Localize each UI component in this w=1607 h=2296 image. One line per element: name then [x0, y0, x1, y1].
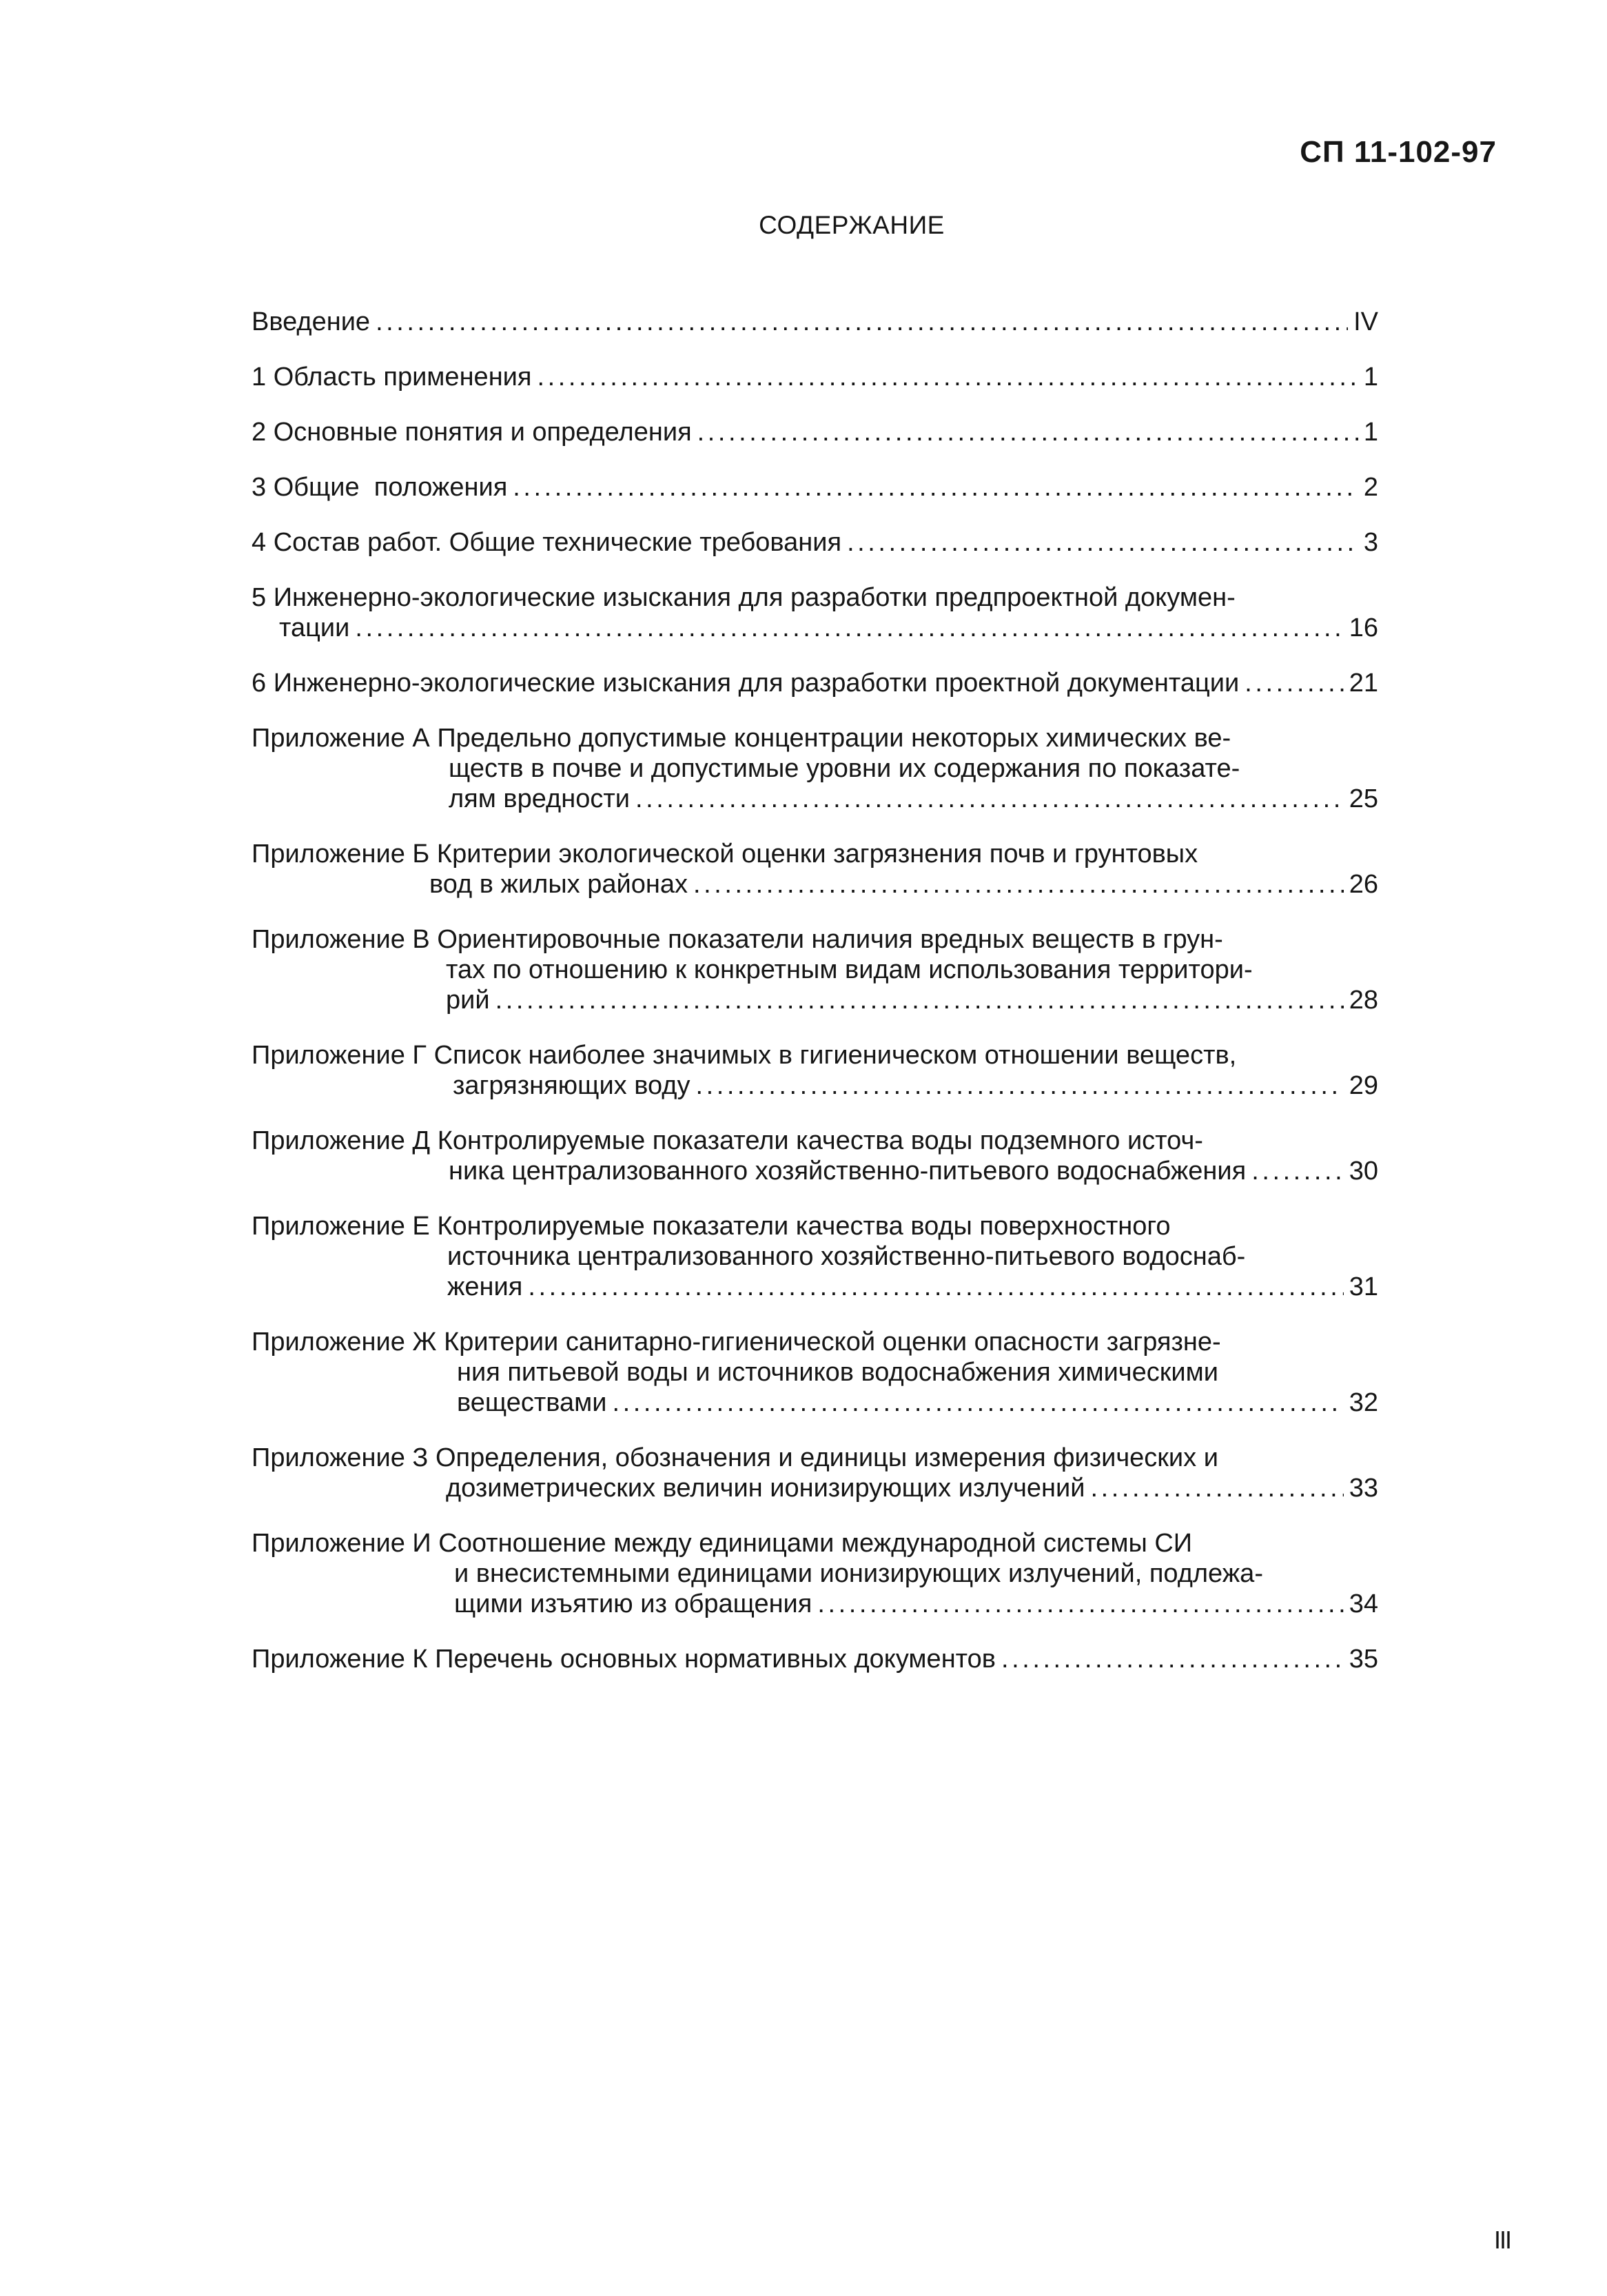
toc-entry-text: ществ в почве и допустимые уровни их содержания по показате- — [449, 754, 1240, 783]
toc-page-number: 1 — [1363, 418, 1378, 447]
toc-entry-text: ника централизованного хозяйственно-питьевого водоснабжения — [449, 1157, 1247, 1186]
toc-entry-text: лям вредности — [449, 784, 630, 813]
toc-entry-text: Приложение К Перечень основных нормативных документов — [252, 1645, 996, 1674]
dot-leader — [1251, 1156, 1344, 1186]
toc-page-number: 21 — [1349, 669, 1378, 698]
toc-entry-text: рий — [446, 986, 490, 1015]
toc-page-number: 1 — [1363, 363, 1378, 392]
toc-page-number: 34 — [1349, 1589, 1378, 1618]
dot-leader — [697, 417, 1358, 447]
toc-entry-text: 3 Общие положения — [252, 473, 508, 502]
toc-entry-text: Введение — [252, 307, 371, 336]
toc-entry-text: щими изъятию из обращения — [454, 1589, 812, 1618]
dot-leader — [1090, 1473, 1343, 1503]
toc-entry-section-4[interactable] — [252, 527, 1378, 558]
toc-entry-section-6[interactable] — [252, 668, 1378, 698]
toc-entry-text: и внесистемными единицами ионизирующих излучений, подлежа- — [454, 1559, 1263, 1588]
toc-entry-appendix-i[interactable] — [252, 1528, 1378, 1619]
dot-leader — [495, 985, 1344, 1015]
dot-leader — [635, 784, 1344, 814]
dot-leader — [528, 1272, 1343, 1302]
toc-page-number: 28 — [1349, 986, 1378, 1015]
dot-leader — [1245, 668, 1343, 698]
document-code: СП 11-102-97 — [1300, 135, 1497, 169]
dot-leader — [693, 869, 1344, 900]
toc-entry-text: Приложение Е Контролируемые показатели качества воды поверхностного — [252, 1212, 1171, 1241]
table-of-contents — [252, 307, 1378, 1699]
toc-entry-text: Приложение З Определения, обозначения и единицы измерения физических и — [252, 1443, 1218, 1472]
toc-page-number: 25 — [1349, 784, 1378, 813]
toc-entry-section-5[interactable] — [252, 582, 1378, 643]
toc-page-number: 26 — [1349, 870, 1378, 899]
toc-entry-introduction[interactable] — [252, 307, 1378, 337]
toc-entry-text: Приложение Б Критерии экологической оценки загрязнения почв и грунтовых — [252, 840, 1198, 868]
dot-leader — [1001, 1644, 1344, 1674]
dot-leader — [695, 1070, 1343, 1101]
toc-page-number: 35 — [1349, 1645, 1378, 1674]
toc-entry-text: Приложение А Предельно допустимые концентрации некоторых химических ве- — [252, 724, 1231, 753]
toc-entry-text: Приложение И Соотношение между единицами международной системы СИ — [252, 1529, 1193, 1558]
toc-entry-text: тах по отношению к конкретным видам использования территори- — [446, 955, 1253, 984]
toc-entry-text: Приложение Д Контролируемые показатели качества воды подземного источ- — [252, 1126, 1203, 1155]
toc-entry-text: Приложение В Ориентировочные показатели наличия вредных веществ в грун- — [252, 925, 1223, 954]
dot-leader — [376, 307, 1348, 337]
toc-entry-text: 6 Инженерно-экологические изыскания для разработки проектной документации — [252, 669, 1240, 698]
toc-entry-appendix-k[interactable] — [252, 1644, 1378, 1674]
toc-entry-text: 1 Область применения — [252, 363, 532, 392]
toc-entry-appendix-v[interactable] — [252, 924, 1378, 1015]
toc-entry-section-1[interactable] — [252, 362, 1378, 392]
toc-entry-appendix-e[interactable] — [252, 1211, 1378, 1302]
toc-title: СОДЕРЖАНИЕ — [759, 211, 945, 239]
toc-entry-section-3[interactable] — [252, 472, 1378, 502]
toc-entry-text: жения — [447, 1272, 523, 1301]
toc-page-number: 33 — [1349, 1474, 1378, 1503]
dot-leader — [355, 613, 1343, 643]
toc-entry-text: 2 Основные понятия и определения — [252, 418, 692, 447]
toc-entry-text: тации — [279, 613, 350, 642]
toc-page-number: 31 — [1349, 1272, 1378, 1301]
toc-page-number: 2 — [1363, 473, 1378, 502]
toc-page-number: 32 — [1349, 1388, 1378, 1417]
toc-entry-text: веществами — [457, 1388, 607, 1417]
toc-page-number: 29 — [1349, 1071, 1378, 1100]
toc-page-number: 30 — [1349, 1157, 1378, 1186]
dot-leader — [847, 527, 1358, 558]
page-number: III — [1493, 2226, 1511, 2254]
toc-page-number: IV — [1353, 307, 1378, 336]
toc-entry-text: 5 Инженерно-экологические изыскания для разработки предпроектной докумен- — [252, 583, 1236, 612]
toc-entry-appendix-a[interactable] — [252, 723, 1378, 814]
dot-leader — [513, 472, 1358, 502]
toc-entry-appendix-z[interactable] — [252, 1443, 1378, 1503]
toc-entry-text: вод в жилых районах — [429, 870, 688, 899]
toc-page-number: 16 — [1349, 613, 1378, 642]
toc-entry-text: 4 Состав работ. Общие технические требования — [252, 528, 842, 557]
toc-entry-text: Приложение Ж Критерии санитарно-гигиенической оценки опасности загрязне- — [252, 1328, 1221, 1357]
toc-entry-section-2[interactable] — [252, 417, 1378, 447]
toc-entry-appendix-g[interactable] — [252, 1040, 1378, 1101]
dot-leader — [537, 362, 1358, 392]
toc-entry-appendix-zh[interactable] — [252, 1327, 1378, 1418]
toc-entry-text: ния питьевой воды и источников водоснабжения химическими — [457, 1358, 1218, 1387]
toc-entry-text: дозиметрических величин ионизирующих излучений — [446, 1474, 1085, 1503]
toc-entry-text: Приложение Г Список наиболее значимых в гигиеническом отношении веществ, — [252, 1041, 1237, 1070]
toc-entry-appendix-d[interactable] — [252, 1126, 1378, 1186]
toc-entry-text: источника централизованного хозяйственно-питьевого водоснаб- — [447, 1242, 1246, 1271]
dot-leader — [817, 1589, 1343, 1619]
toc-entry-appendix-b[interactable] — [252, 839, 1378, 900]
toc-entry-text: загрязняющих воду — [453, 1071, 690, 1100]
toc-page-number: 3 — [1363, 528, 1378, 557]
dot-leader — [613, 1388, 1344, 1418]
